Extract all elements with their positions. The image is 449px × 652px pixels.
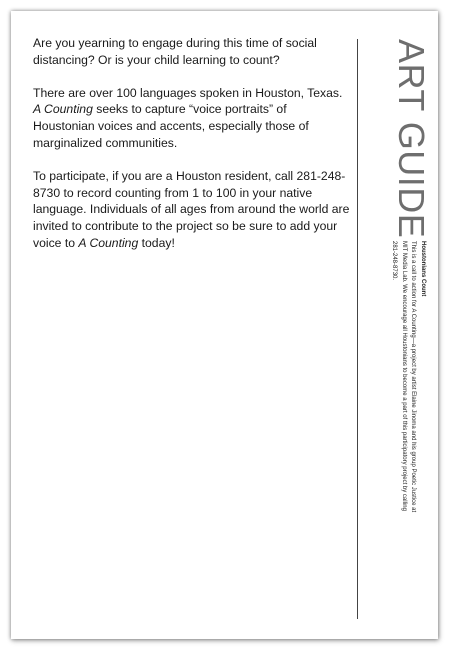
- caption-line: 281-248-8730.: [391, 241, 398, 281]
- paragraph-languages: There are over 100 languages spoken in Houston, Texas. A Counting seeks to capture “voice portraits” of Houstonian voices and accents, especially those of marginalized communities.: [33, 85, 343, 150]
- paragraph-intro: Are you yearning to engage during this time of social distancing? Or is your child learning to count?: [33, 36, 317, 67]
- paragraph-participate: To participate, if you are a Houston resident, call 281-248-8730 to record counting from 1 to 100 in your native language. Individuals of all ages from around the world are invited to contribute to the project so be sure to add your voice to A Counting today!: [33, 168, 350, 250]
- art-guide-title: ART GUIDE: [391, 39, 432, 239]
- vertical-divider: [357, 39, 358, 619]
- project-title-italic: A Counting: [78, 235, 139, 250]
- body-text: [33, 35, 351, 268]
- sidebar-caption: [389, 241, 427, 619]
- project-title-italic: A Counting: [33, 102, 93, 117]
- caption-line: This is a call to action for A Counting—a project by artist Elaine Jinoma and his group Poetic Justice at: [410, 241, 417, 513]
- sidebar-rotated: [365, 39, 432, 619]
- document-page: [11, 11, 438, 639]
- caption-line: MIT Media Lab. We encourage all Houstonians to become a part of this participatory project by calling: [400, 241, 407, 511]
- caption-heading: Houstonians Count: [420, 241, 426, 297]
